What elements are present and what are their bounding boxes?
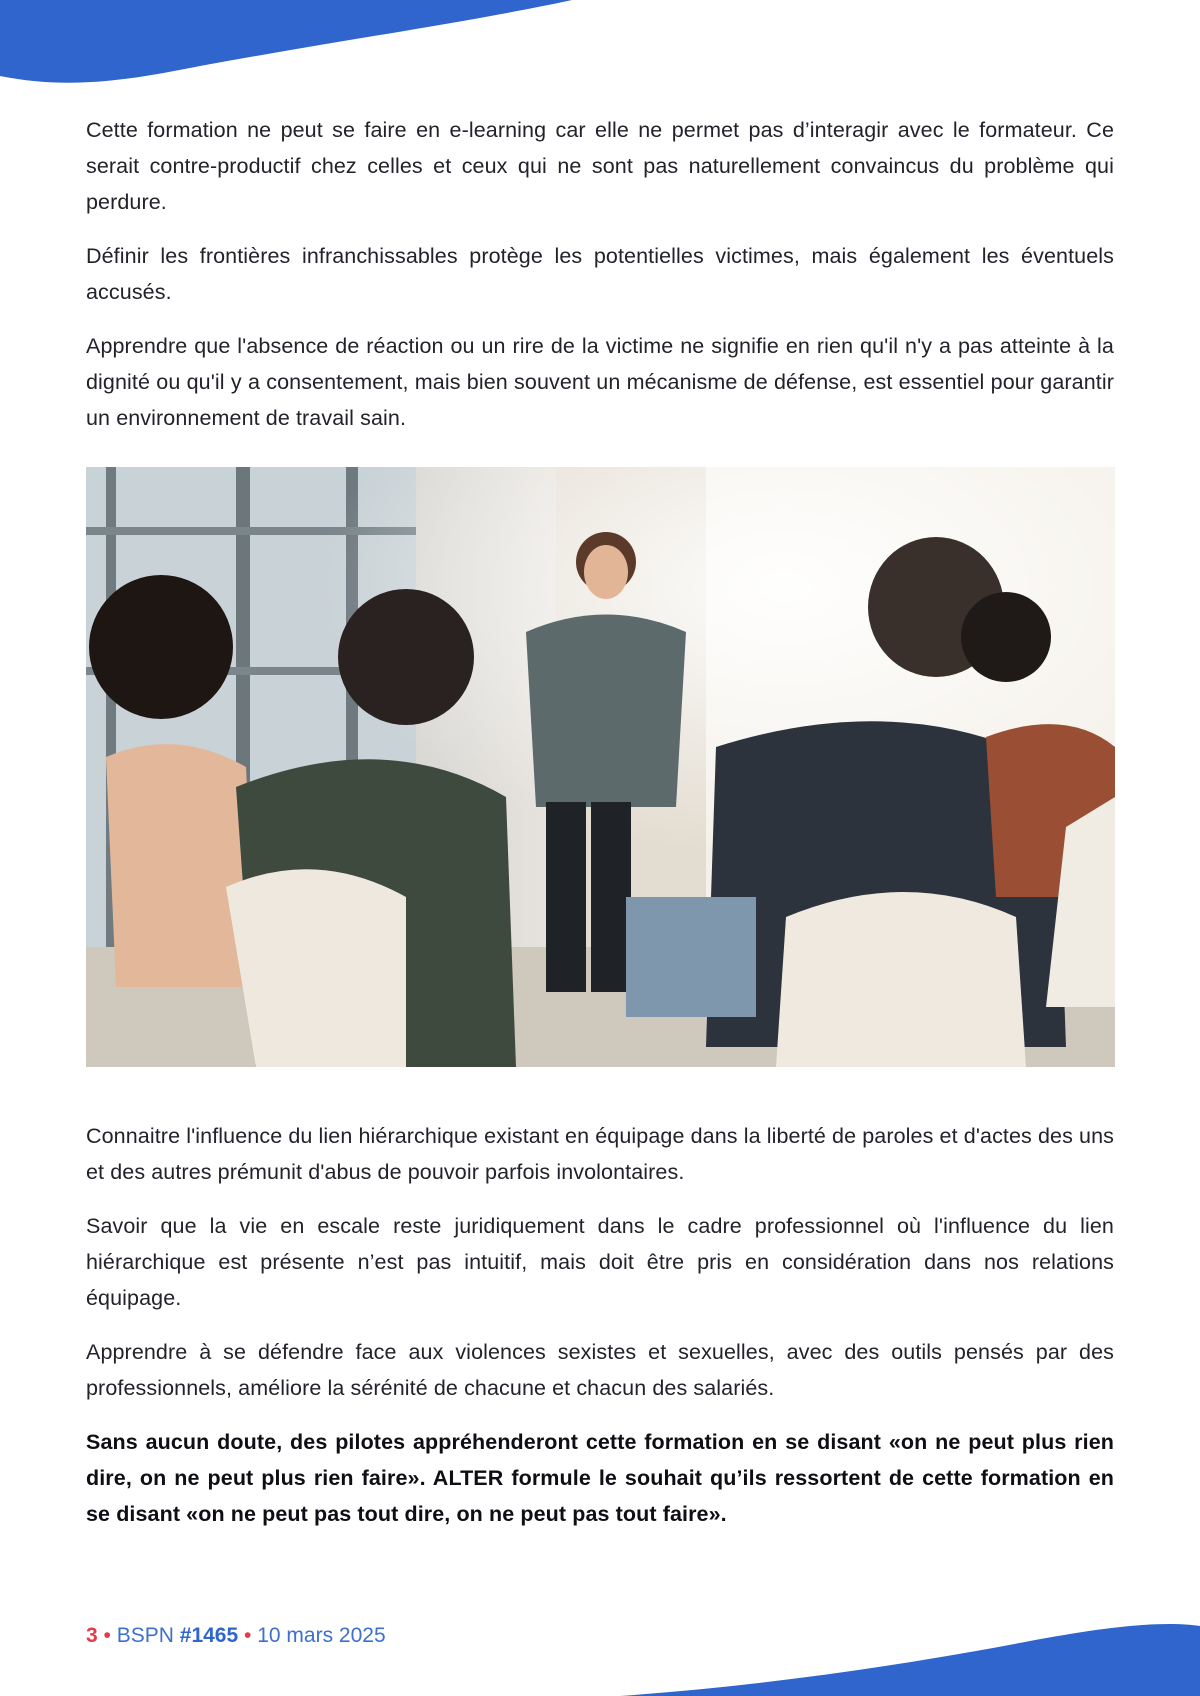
footer-separator-2: •: [244, 1624, 252, 1647]
page-number: 3: [86, 1624, 98, 1647]
paragraph-e-learning: Cette formation ne peut se faire en e-learning car elle ne permet pas d’interagir avec le formateur. Ce serait contre-productif chez celles et ceux qui ne sont pas naturellement convaincus du problème qui perdure.: [86, 118, 1114, 214]
top-wave-decoration: [0, 0, 580, 90]
paragraph-vie-escale: Savoir que la vie en escale reste juridiquement dans le cadre professionnel où l'influence du lien hiérarchique est présente n’est pas intuitif, mais doit être pris en considération dans nos relations équipage.: [86, 1214, 1114, 1310]
bottom-wave-decoration: [0, 1596, 1200, 1696]
footer-separator-1: •: [103, 1624, 111, 1647]
paragraph-se-defendre: Apprendre à se défendre face aux violences sexistes et sexuelles, avec des outils pensés par des professionnels, améliore la sérénité de chacune et chacun des salariés.: [86, 1340, 1114, 1400]
article-bottom-section: [86, 1118, 1114, 1550]
issue-number: #1465: [179, 1624, 239, 1647]
publication-date: 10 mars 2025: [257, 1624, 386, 1647]
conclusion-paragraph: Sans aucun doute, des pilotes appréhenderont cette formation en se disant «on ne peut plus rien dire, on ne peut plus rien faire». ALTER formule le souhait qu’ils ressortent de cette formation en se disant «on ne peut pas tout dire, on ne peut pas tout faire».: [86, 1430, 1114, 1526]
paragraph-lien-hierarchique: Connaitre l'influence du lien hiérarchique existant en équipage dans la liberté de paroles et d'actes des uns et des autres prémunit d'abus de pouvoir parfois involontaires.: [86, 1124, 1114, 1184]
publication-name: BSPN: [116, 1624, 174, 1647]
training-session-photo: [86, 467, 1115, 1067]
article-top-section: [86, 112, 1114, 454]
paragraph-absence-reaction: Apprendre que l'absence de réaction ou un rire de la victime ne signifie en rien qu'il n'y a pas atteinte à la dignité ou qu'il y a consentement, mais bien souvent un mécanisme de défense, est essentiel pour garantir un environnement de travail sain.: [86, 334, 1114, 430]
paragraph-frontieres: Définir les frontières infranchissables protège les potentielles victimes, mais également les éventuels accusés.: [86, 244, 1114, 304]
